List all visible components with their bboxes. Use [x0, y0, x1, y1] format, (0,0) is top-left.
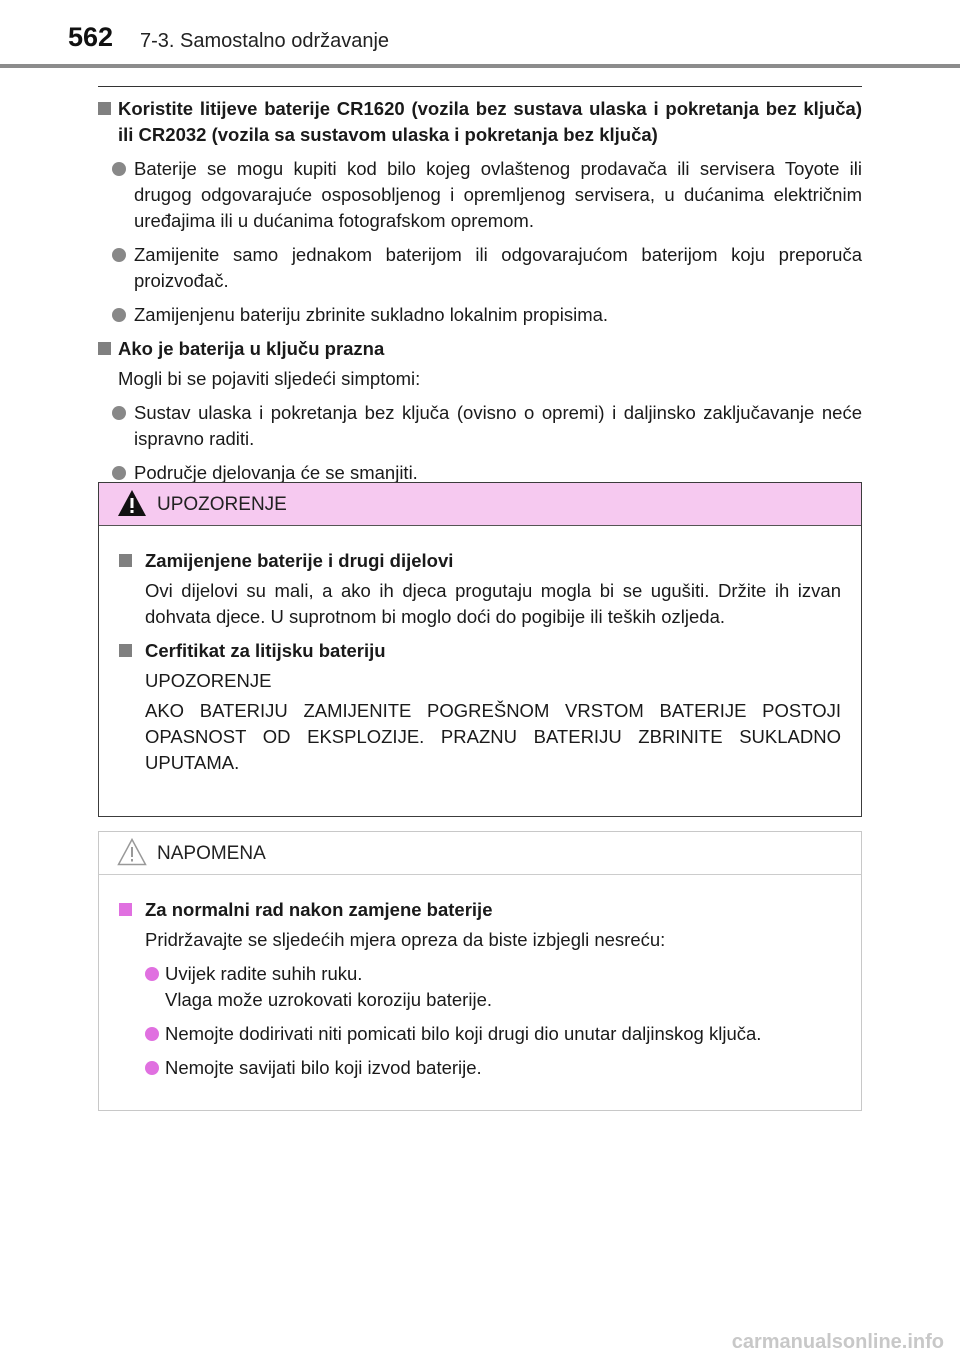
heading-battery-type: [98, 96, 862, 148]
page-number: 562: [68, 22, 114, 52]
heading-text: Zamijenjene baterije i drugi dijelovi: [145, 550, 454, 571]
list-item: [98, 156, 862, 234]
paragraph: Mogli bi se pojaviti sljedeći simptomi:: [118, 368, 421, 389]
heading-normal-operation: [119, 897, 841, 923]
heading-certificate: [119, 638, 841, 664]
heading-text: Cerfitikat za litijsku bateriju: [145, 640, 386, 661]
notice-title: NAPOMENA: [157, 843, 266, 864]
notice-box: [98, 831, 862, 1111]
warning-box-header: [99, 483, 861, 526]
bullet-dot-icon: [112, 406, 126, 420]
list-item-subtext: Vlaga može uzrokovati koroziju baterije.: [165, 989, 492, 1010]
heading-text: Koristite litijeve baterije CR1620 (vozila bez sustava ulaska i pokretanja bez ključa) ili CR2032 (vozila sa sustavom ulaska i pokretanja bez ključa): [118, 98, 862, 145]
warning-triangle-icon: [117, 489, 147, 517]
square-bullet-icon: [119, 644, 132, 657]
list-item-text: Područje djelovanja će se smanjiti.: [134, 462, 418, 483]
bullet-dot-icon: [145, 967, 159, 981]
list-item: [98, 242, 862, 294]
square-bullet-icon: [119, 554, 132, 567]
warning-title: UPOZORENJE: [157, 494, 287, 515]
list-item-text: Uvijek radite suhih ruku.: [165, 963, 363, 984]
notice-box-header: [99, 832, 861, 875]
section-title: 7-3. Samostalno održavanje: [140, 30, 390, 52]
bullet-dot-icon: [145, 1061, 159, 1075]
list-item: [119, 1021, 841, 1047]
square-bullet-icon: [119, 903, 132, 916]
list-item-text: Nemojte savijati bilo koji izvod baterije.: [165, 1057, 482, 1078]
warning-body: [99, 526, 861, 776]
notice-body: [99, 875, 861, 1081]
list-item-text: Baterije se mogu kupiti kod bilo kojeg ovlaštenog prodavača ili servisera Toyote ili drugog odgovarajuće osposobljenog i opremljenog servisera, u dućanima električnim uređajima ili u dućanima fotografskom opremom.: [134, 158, 862, 231]
list-item: [98, 302, 862, 328]
watermark: carmanualsonline.info: [731, 1331, 944, 1353]
page-header: [0, 0, 960, 70]
list-item: [98, 400, 862, 452]
paragraph: Pridržavajte se sljedećih mjera opreza da biste izbjegli nesreću:: [145, 929, 666, 950]
bullet-dot-icon: [112, 466, 126, 480]
paragraph: AKO BATERIJU ZAMIJENITE POGREŠNOM VRSTOM BATERIJE POSTOJI OPASNOST OD EKSPLOZIJE. PRAZNU BATERIJU ZBRINITE SUKLADNO UPUTAMA.: [145, 700, 841, 773]
heading-battery-empty: [98, 336, 862, 362]
content-top-rule: [98, 86, 862, 87]
bullet-dot-icon: [112, 248, 126, 262]
paragraph: Ovi dijelovi su mali, a ako ih djeca progutaju mogla bi se ugušiti. Držite ih izvan dohvata djece. U suprotnom bi moglo doći do pogibije ili teških ozljeda.: [145, 580, 841, 627]
paragraph: UPOZORENJE: [145, 670, 272, 691]
bullet-dot-icon: [112, 308, 126, 322]
list-item: [119, 961, 841, 1013]
heading-text: Za normalni rad nakon zamjene baterije: [145, 899, 493, 920]
list-item-text: Nemojte dodirivati niti pomicati bilo koji drugi dio unutar daljinskog ključa.: [165, 1023, 762, 1044]
warning-box: [98, 482, 862, 817]
square-bullet-icon: [98, 342, 111, 355]
header-rule: [0, 64, 960, 68]
list-item-text: Zamijenite samo jednakom baterijom ili odgovarajućom baterijom koju preporuča proizvođač.: [134, 244, 862, 291]
notice-triangle-icon: [117, 838, 147, 866]
list-item: [119, 1055, 841, 1081]
main-content: [98, 92, 862, 486]
bullet-dot-icon: [112, 162, 126, 176]
heading-replaced-batteries: [119, 548, 841, 574]
list-item-text: Sustav ulaska i pokretanja bez ključa (ovisno o opremi) i daljinsko zaključavanje neće ispravno raditi.: [134, 402, 862, 449]
bullet-dot-icon: [145, 1027, 159, 1041]
heading-text: Ako je baterija u ključu prazna: [118, 338, 385, 359]
square-bullet-icon: [98, 102, 111, 115]
list-item-text: Zamijenjenu bateriju zbrinite sukladno lokalnim propisima.: [134, 304, 609, 325]
